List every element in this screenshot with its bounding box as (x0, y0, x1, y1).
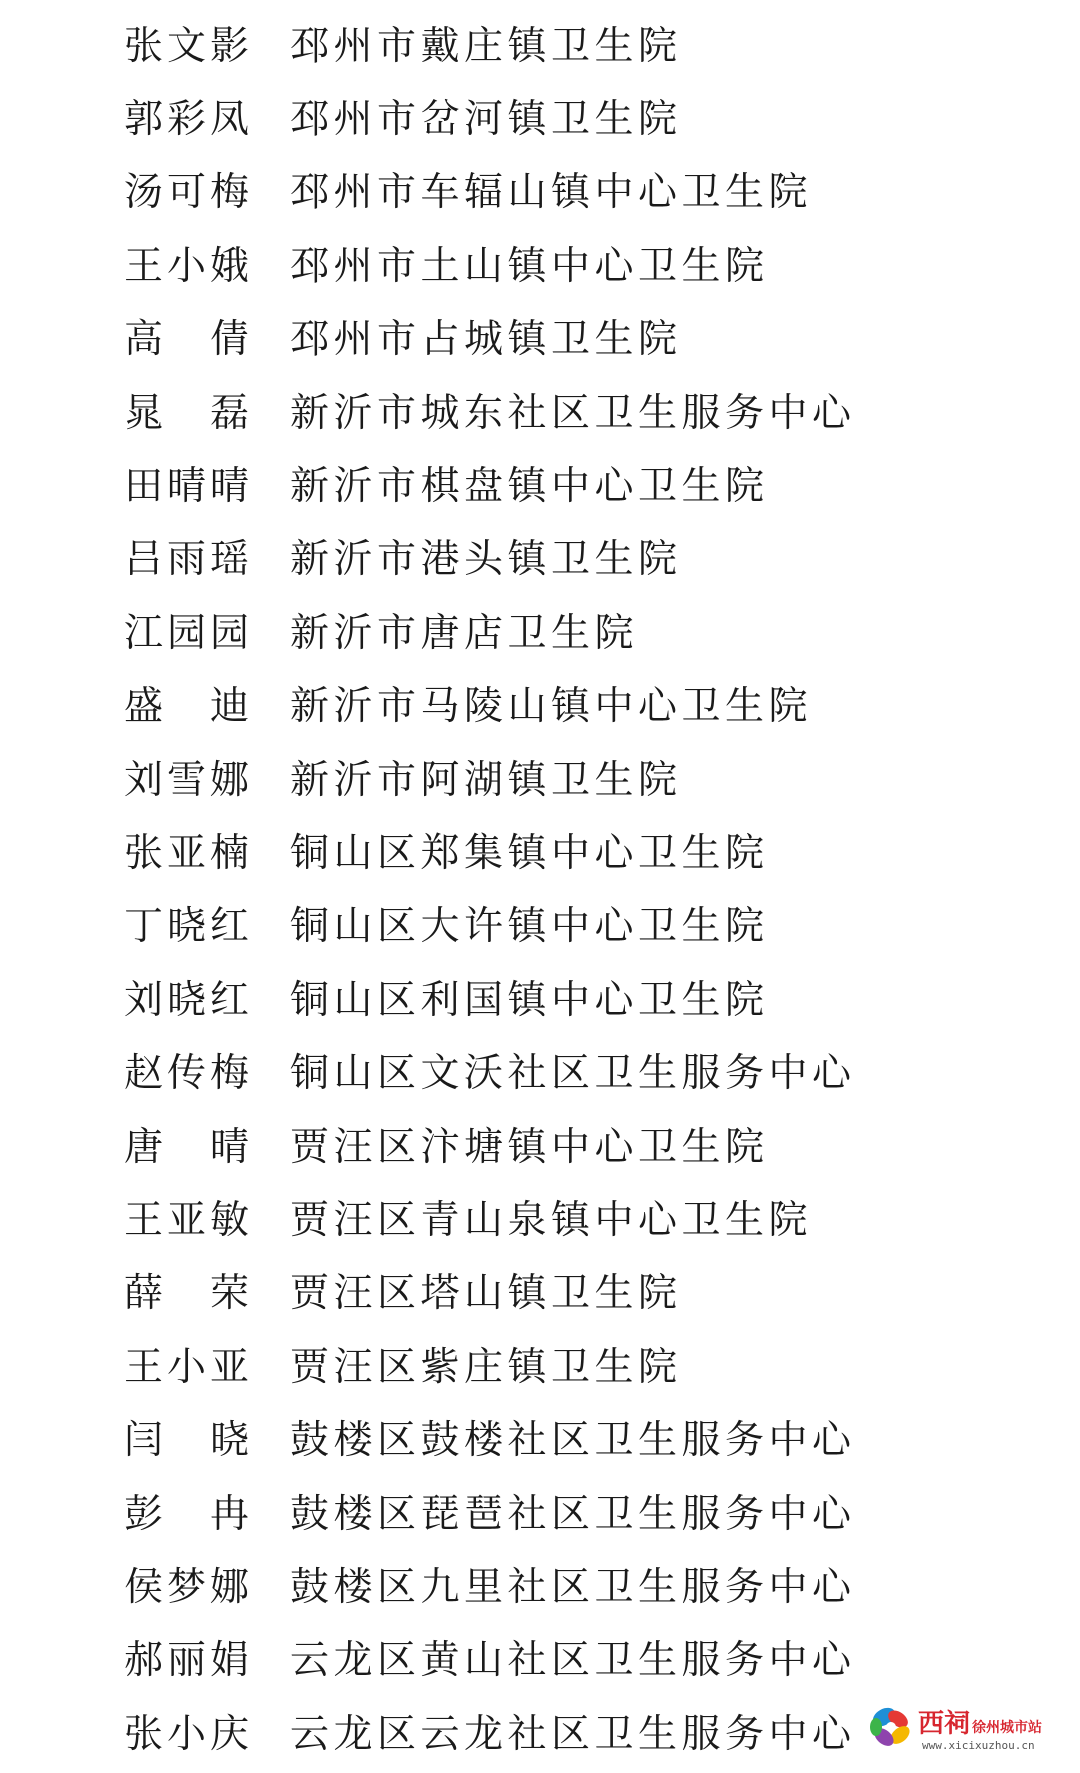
staff-organization: 新沂市唐店卫生院 (290, 610, 639, 656)
staff-organization: 云龙区云龙社区卫生服务中心 (290, 1711, 856, 1757)
roster-row (124, 79, 856, 152)
staff-name: 晁 磊 (124, 390, 254, 436)
pinwheel-logo-icon (862, 1697, 920, 1757)
roster-row (124, 373, 856, 446)
staff-organization: 新沂市阿湖镇卫生院 (290, 757, 682, 803)
staff-name: 刘晓红 (124, 977, 254, 1023)
staff-name: 吕雨瑶 (124, 537, 254, 583)
roster-row (124, 1327, 856, 1400)
staff-name: 张文影 (124, 23, 254, 69)
roster-row (124, 1621, 856, 1694)
staff-roster (124, 6, 856, 1767)
staff-organization: 新沂市棋盘镇中心卫生院 (290, 464, 769, 510)
staff-organization: 贾汪区青山泉镇中心卫生院 (290, 1197, 813, 1243)
staff-name: 赵传梅 (124, 1051, 254, 1097)
staff-name: 侯梦娜 (124, 1564, 254, 1610)
staff-organization: 铜山区文沃社区卫生服务中心 (290, 1051, 856, 1097)
staff-organization: 铜山区大许镇中心卫生院 (290, 904, 769, 950)
roster-row (124, 740, 856, 813)
staff-organization: 邳州市岔河镇卫生院 (290, 97, 682, 143)
staff-name: 汤可梅 (124, 170, 254, 216)
staff-organization: 鼓楼区鼓楼社区卫生服务中心 (290, 1418, 856, 1464)
roster-row (124, 960, 856, 1033)
staff-name: 江园园 (124, 610, 254, 656)
staff-name: 郝丽娟 (124, 1638, 254, 1684)
roster-row (124, 520, 856, 593)
roster-row (124, 667, 856, 740)
staff-name: 唐 晴 (124, 1124, 254, 1170)
watermark-title (918, 1703, 1042, 1740)
roster-row (124, 300, 856, 373)
staff-name: 彭 冉 (124, 1491, 254, 1537)
watermark-city: 徐州城市站 (972, 1720, 1043, 1736)
roster-row (124, 887, 856, 960)
staff-name: 张亚楠 (124, 830, 254, 876)
staff-organization: 邳州市占城镇卫生院 (290, 317, 682, 363)
roster-row (124, 446, 856, 519)
staff-organization: 邳州市车辐山镇中心卫生院 (290, 170, 813, 216)
staff-name: 田晴晴 (124, 464, 254, 510)
staff-name: 郭彩凤 (124, 97, 254, 143)
roster-row (124, 1180, 856, 1253)
staff-name: 王小娥 (124, 243, 254, 289)
staff-name: 闫 晓 (124, 1418, 254, 1464)
staff-organization: 鼓楼区琵琶社区卫生服务中心 (290, 1491, 856, 1537)
staff-organization: 鼓楼区九里社区卫生服务中心 (290, 1564, 856, 1610)
staff-name: 薛 荣 (124, 1271, 254, 1317)
staff-name: 高 倩 (124, 317, 254, 363)
staff-organization: 邳州市戴庄镇卫生院 (290, 23, 682, 69)
site-watermark (862, 1693, 1062, 1765)
staff-organization: 云龙区黄山社区卫生服务中心 (290, 1638, 856, 1684)
staff-organization: 贾汪区塔山镇卫生院 (290, 1271, 682, 1317)
staff-organization: 新沂市城东社区卫生服务中心 (290, 390, 856, 436)
roster-row (124, 153, 856, 226)
staff-organization: 铜山区郑集镇中心卫生院 (290, 830, 769, 876)
roster-row (124, 1107, 856, 1180)
watermark-brand: 西祠 (918, 1709, 971, 1739)
roster-row (124, 1400, 856, 1473)
roster-row (124, 813, 856, 886)
roster-row (124, 226, 856, 299)
roster-row (124, 1474, 856, 1547)
staff-name: 张小庆 (124, 1711, 254, 1757)
roster-row (124, 1694, 856, 1767)
staff-name: 王小亚 (124, 1344, 254, 1390)
roster-row (124, 1547, 856, 1620)
roster-row (124, 593, 856, 666)
staff-name: 丁晓红 (124, 904, 254, 950)
roster-row (124, 1033, 856, 1106)
staff-name: 王亚敏 (124, 1197, 254, 1243)
staff-organization: 贾汪区汴塘镇中心卫生院 (290, 1124, 769, 1170)
staff-organization: 铜山区利国镇中心卫生院 (290, 977, 769, 1023)
staff-organization: 新沂市港头镇卫生院 (290, 537, 682, 583)
watermark-url: www.xicixuzhou.cn (922, 1739, 1035, 1752)
staff-organization: 新沂市马陵山镇中心卫生院 (290, 684, 813, 730)
staff-organization: 贾汪区紫庄镇卫生院 (290, 1344, 682, 1390)
roster-row (124, 6, 856, 79)
staff-name: 刘雪娜 (124, 757, 254, 803)
staff-organization: 邳州市土山镇中心卫生院 (290, 243, 769, 289)
roster-row (124, 1254, 856, 1327)
staff-name: 盛 迪 (124, 684, 254, 730)
